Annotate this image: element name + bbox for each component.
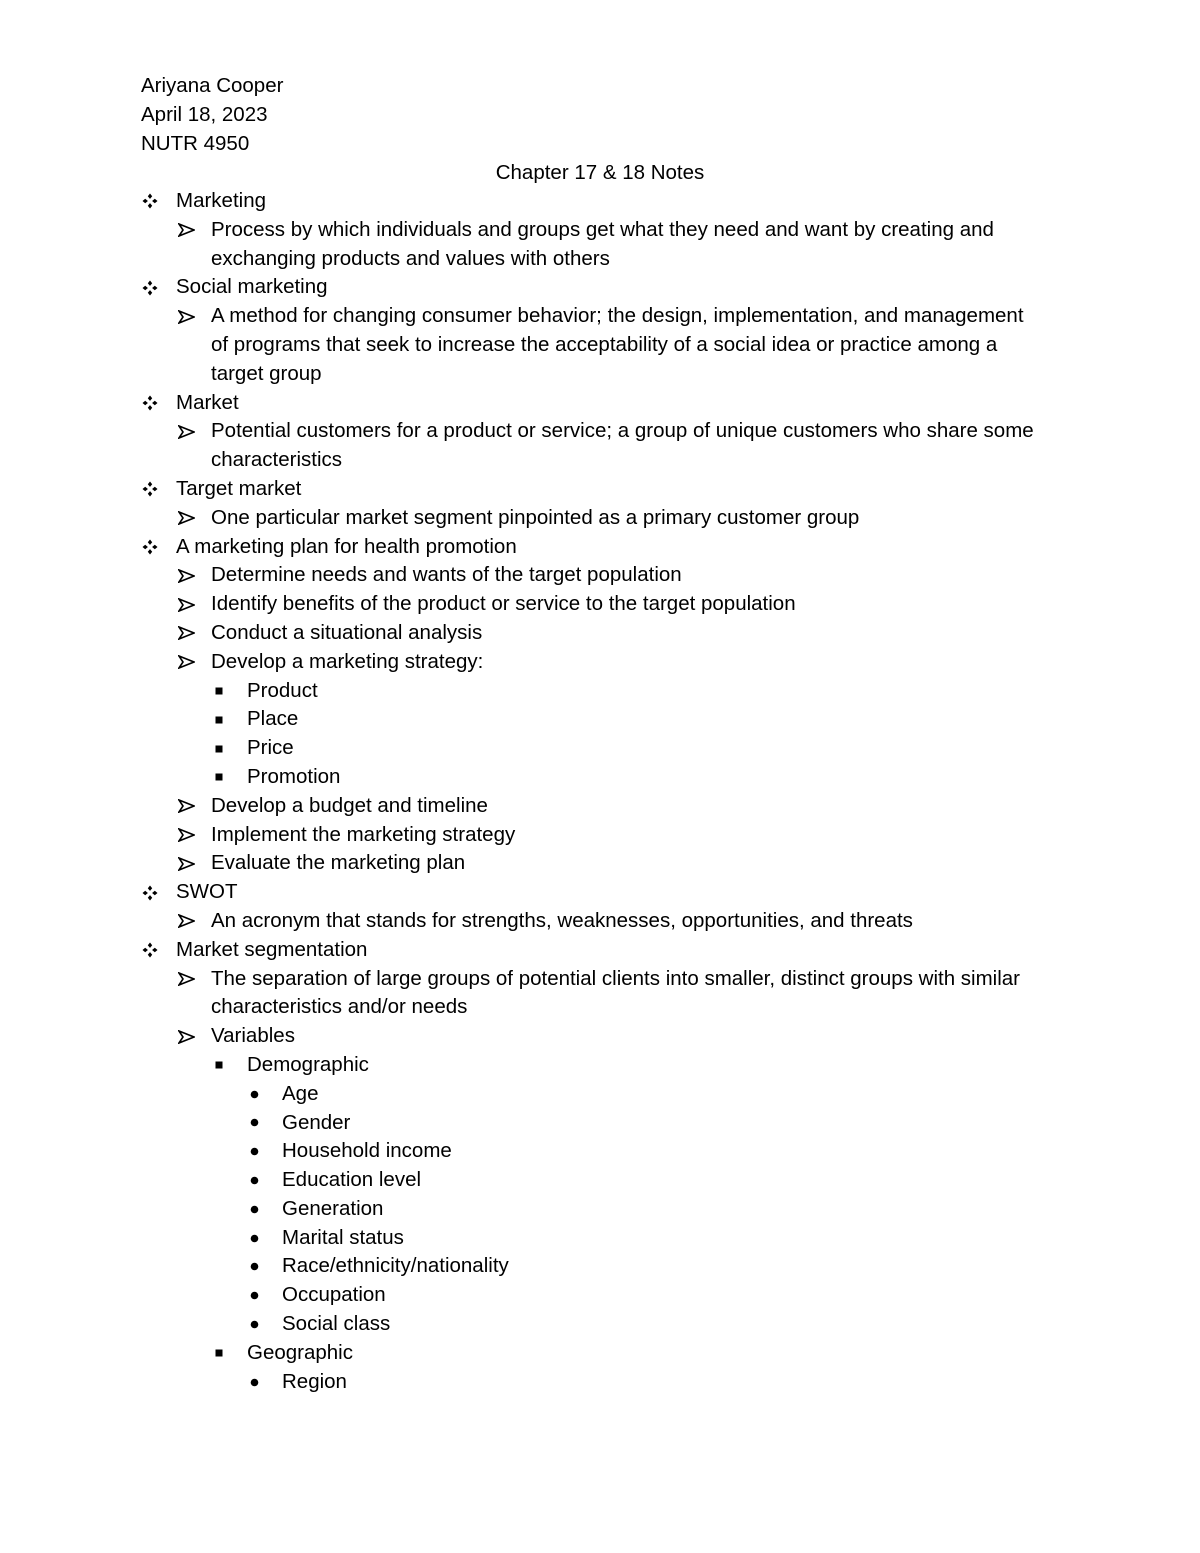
outline-item-level-1: [0, 273, 1200, 302]
outline-item-level-2: [0, 792, 1200, 821]
arrow-icon: [178, 849, 202, 878]
arrow-icon: [178, 965, 202, 994]
outline-item-text: Process by which individuals and groups get what they need and want by creating and exchanging products and values with others: [211, 217, 994, 270]
outline-item-level-4: [0, 1281, 1200, 1310]
dot-icon: [250, 1137, 274, 1166]
document-title-text: Chapter 17 & 18 Notes: [495, 161, 705, 184]
outline-item-level-2: [0, 849, 1200, 878]
outline-item-text: Geographic: [247, 1340, 353, 1364]
document-title: [0, 158, 1200, 187]
outline-item-text: Household income: [282, 1139, 452, 1163]
outline-item-text: Generation: [282, 1196, 384, 1220]
outline-item-level-3: [0, 1339, 1200, 1368]
outline-item-text: Develop a budget and timeline: [211, 793, 488, 817]
outline-item-text: Identify benefits of the product or service to the target population: [211, 592, 796, 616]
outline-item-text: Age: [282, 1081, 319, 1105]
arrow-icon: [178, 590, 202, 619]
outline-item-text: Marital status: [282, 1225, 404, 1249]
outline-item-level-2: [0, 504, 1200, 533]
outline-item-level-1: [0, 389, 1200, 418]
arrow-icon: [178, 216, 202, 245]
outline-item-level-2: [0, 417, 1200, 475]
outline-item-text: One particular market segment pinpointed as a primary customer group: [211, 505, 860, 529]
outline-item-level-2: [0, 907, 1200, 936]
arrow-icon: [178, 504, 202, 533]
outline-item-level-2: [0, 648, 1200, 677]
arrow-icon: [178, 648, 202, 677]
dot-icon: [250, 1310, 274, 1339]
dot-icon: [250, 1252, 274, 1281]
outline-item-text: Promotion: [247, 764, 341, 788]
outline-item-text: Potential customers for a product or service; a group of unique customers who share some characteristics: [211, 419, 1034, 472]
arrow-icon: [178, 302, 202, 331]
outline-item-text: Target market: [176, 476, 302, 500]
outline-item-text: Region: [282, 1369, 347, 1393]
outline-item-text: Market: [176, 390, 239, 414]
dot-icon: [250, 1195, 274, 1224]
square-icon: [215, 677, 239, 706]
arrow-icon: [178, 792, 202, 821]
square-icon: [215, 763, 239, 792]
outline-item-text: Demographic: [247, 1052, 369, 1076]
outline-item-level-2: [0, 821, 1200, 850]
outline-item-text: Occupation: [282, 1283, 386, 1307]
outline-item-text: Develop a marketing strategy:: [211, 649, 484, 673]
outline-item-level-2: [0, 965, 1200, 1023]
outline-item-level-2: [0, 619, 1200, 648]
dot-icon: [250, 1224, 274, 1253]
outline-item-level-4: [0, 1368, 1200, 1397]
outline-item-text: Place: [247, 707, 299, 731]
outline-item-level-1: [0, 878, 1200, 907]
notes-outline: [0, 187, 1200, 1396]
dot-icon: [250, 1109, 274, 1138]
outline-item-text: Market segmentation: [176, 937, 368, 961]
dot-icon: [250, 1080, 274, 1109]
arrow-icon: [178, 561, 202, 590]
outline-item-text: An acronym that stands for strengths, weaknesses, opportunities, and threats: [211, 908, 913, 932]
dot-icon: [250, 1166, 274, 1195]
outline-item-level-3: [0, 677, 1200, 706]
outline-item-text: Race/ethnicity/nationality: [282, 1254, 509, 1278]
outline-item-level-4: [0, 1109, 1200, 1138]
outline-item-text: A method for changing consumer behavior; the design, implementation, and management of programs that seek to increase the acceptability of a social idea or practice among a target group: [211, 304, 1024, 385]
outline-item-level-4: [0, 1080, 1200, 1109]
square-icon: [215, 734, 239, 763]
document-date: April 18, 2023: [141, 103, 268, 126]
outline-item-text: Variables: [211, 1024, 295, 1048]
arrow-icon: [178, 907, 202, 936]
course-code: NUTR 4950: [141, 132, 250, 155]
outline-item-level-3: [0, 734, 1200, 763]
outline-item-text: Price: [247, 736, 294, 760]
square-icon: [215, 1339, 239, 1368]
outline-item-level-1: [0, 936, 1200, 965]
outline-item-text: A marketing plan for health promotion: [176, 534, 517, 558]
diamond-icon: [142, 389, 166, 418]
outline-item-level-4: [0, 1137, 1200, 1166]
diamond-icon: [142, 533, 166, 562]
outline-item-level-3: [0, 1051, 1200, 1080]
outline-item-level-4: [0, 1310, 1200, 1339]
dot-icon: [250, 1368, 274, 1397]
outline-item-text: Education level: [282, 1168, 422, 1192]
outline-item-text: SWOT: [176, 880, 238, 904]
outline-item-text: Implement the marketing strategy: [211, 822, 516, 846]
outline-item-text: Conduct a situational analysis: [211, 620, 483, 644]
outline-item-level-1: [0, 533, 1200, 562]
outline-item-level-1: [0, 475, 1200, 504]
outline-item-text: Marketing: [176, 189, 267, 212]
outline-item-level-3: [0, 763, 1200, 792]
diamond-icon: [142, 878, 166, 907]
diamond-icon: [142, 187, 166, 216]
outline-item-level-1: [0, 187, 1200, 216]
outline-item-text: The separation of large groups of potential clients into smaller, distinct groups with similar characteristics and/or needs: [211, 966, 1021, 1019]
outline-item-text: Social class: [282, 1312, 391, 1336]
outline-item-level-2: [0, 216, 1200, 274]
arrow-icon: [178, 619, 202, 648]
outline-item-text: Product: [247, 678, 318, 702]
outline-item-text: Determine needs and wants of the target population: [211, 563, 682, 587]
diamond-icon: [142, 475, 166, 504]
arrow-icon: [178, 1022, 202, 1051]
outline-item-level-4: [0, 1195, 1200, 1224]
arrow-icon: [178, 417, 202, 446]
outline-item-text: Evaluate the marketing plan: [211, 851, 466, 875]
outline-item-level-2: [0, 302, 1200, 388]
diamond-icon: [142, 936, 166, 965]
arrow-icon: [178, 821, 202, 850]
dot-icon: [250, 1281, 274, 1310]
outline-item-level-4: [0, 1252, 1200, 1281]
outline-item-level-2: [0, 1022, 1200, 1051]
author-name: Ariyana Cooper: [141, 74, 284, 97]
diamond-icon: [142, 273, 166, 302]
outline-item-text: Gender: [282, 1110, 351, 1134]
outline-item-level-2: [0, 590, 1200, 619]
outline-item-text: Social marketing: [176, 275, 328, 299]
outline-item-level-2: [0, 561, 1200, 590]
square-icon: [215, 705, 239, 734]
outline-item-level-4: [0, 1224, 1200, 1253]
outline-item-level-4: [0, 1166, 1200, 1195]
outline-item-level-3: [0, 705, 1200, 734]
square-icon: [215, 1051, 239, 1080]
